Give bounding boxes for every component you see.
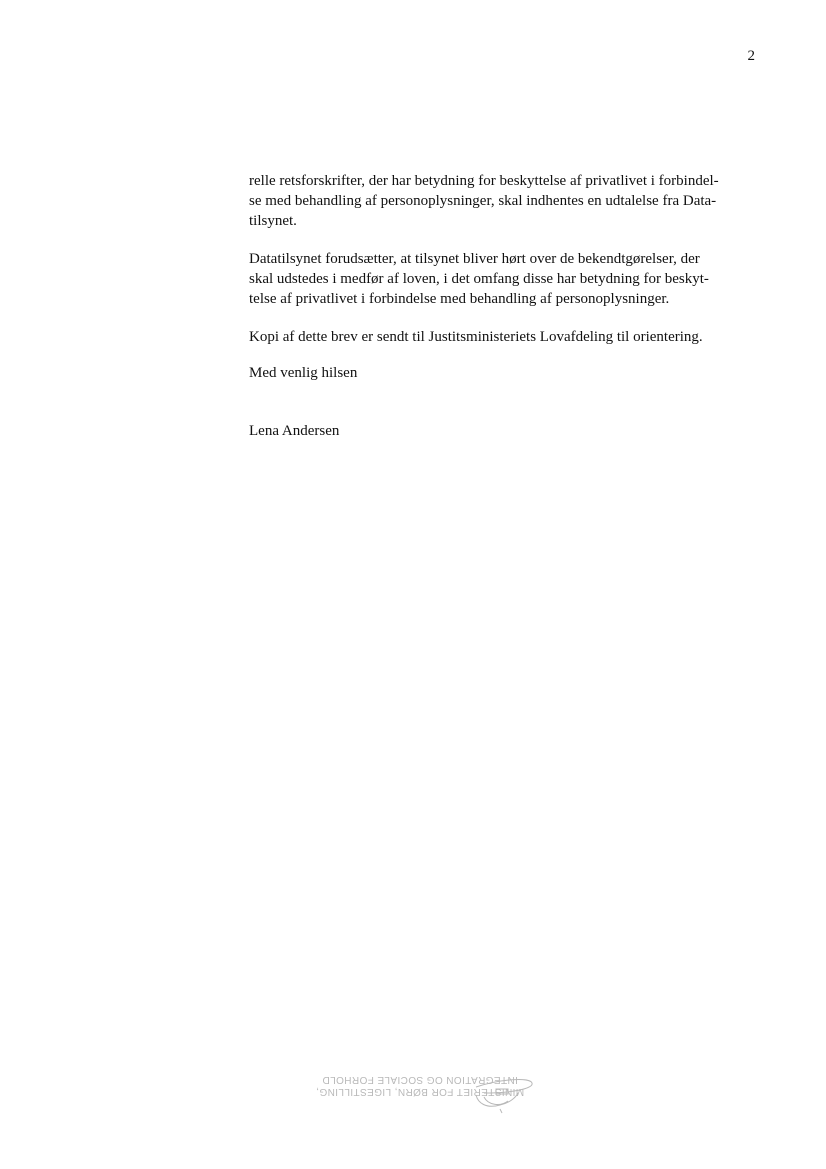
text-line: relle retsforskrifter, der har betydning for beskyttelse af privatlivet i forbindel-: [249, 173, 719, 189]
paragraph-spacer: [249, 347, 759, 363]
paragraph-spacer: [249, 309, 759, 327]
ministry-stamp: [305, 1027, 535, 1097]
text-line: telse af privatlivet i forbindelse med behandling af personoplysninger.: [249, 291, 670, 307]
stamp-text-line: INTEGRATION OG SOCIALE FORHOLD: [322, 1074, 518, 1085]
paragraph-spacer: [249, 231, 759, 249]
text-line: tilsynet.: [249, 213, 297, 229]
text-line: skal udstedes i medfør af loven, i det omfang disse har betydning for beskyt-: [249, 271, 709, 287]
paragraph-copy-note: [249, 327, 759, 347]
closing-salutation: Med venlig hilsen: [249, 365, 358, 381]
paragraph-consultation: [249, 249, 759, 309]
letter-body: [249, 171, 759, 441]
text-line: se med behandling af personoplysninger, skal indhentes en udtalelse fra Data-: [249, 193, 717, 209]
text-line: Datatilsynet forudsætter, at tilsynet bliver hørt over de bekendtgørelser, der: [249, 251, 700, 267]
signature-name: Lena Andersen: [249, 423, 340, 439]
stamp-text-line: MINISTERIET FOR BØRN, LIGESTILLING,: [315, 1086, 525, 1097]
page-number: 2: [747, 48, 755, 64]
text-line: Kopi af dette brev er sendt til Justitsministeriets Lovafdeling til orientering.: [249, 329, 703, 345]
signature-spacer: [249, 383, 759, 421]
paragraph-hearing-requirement: [249, 171, 759, 231]
